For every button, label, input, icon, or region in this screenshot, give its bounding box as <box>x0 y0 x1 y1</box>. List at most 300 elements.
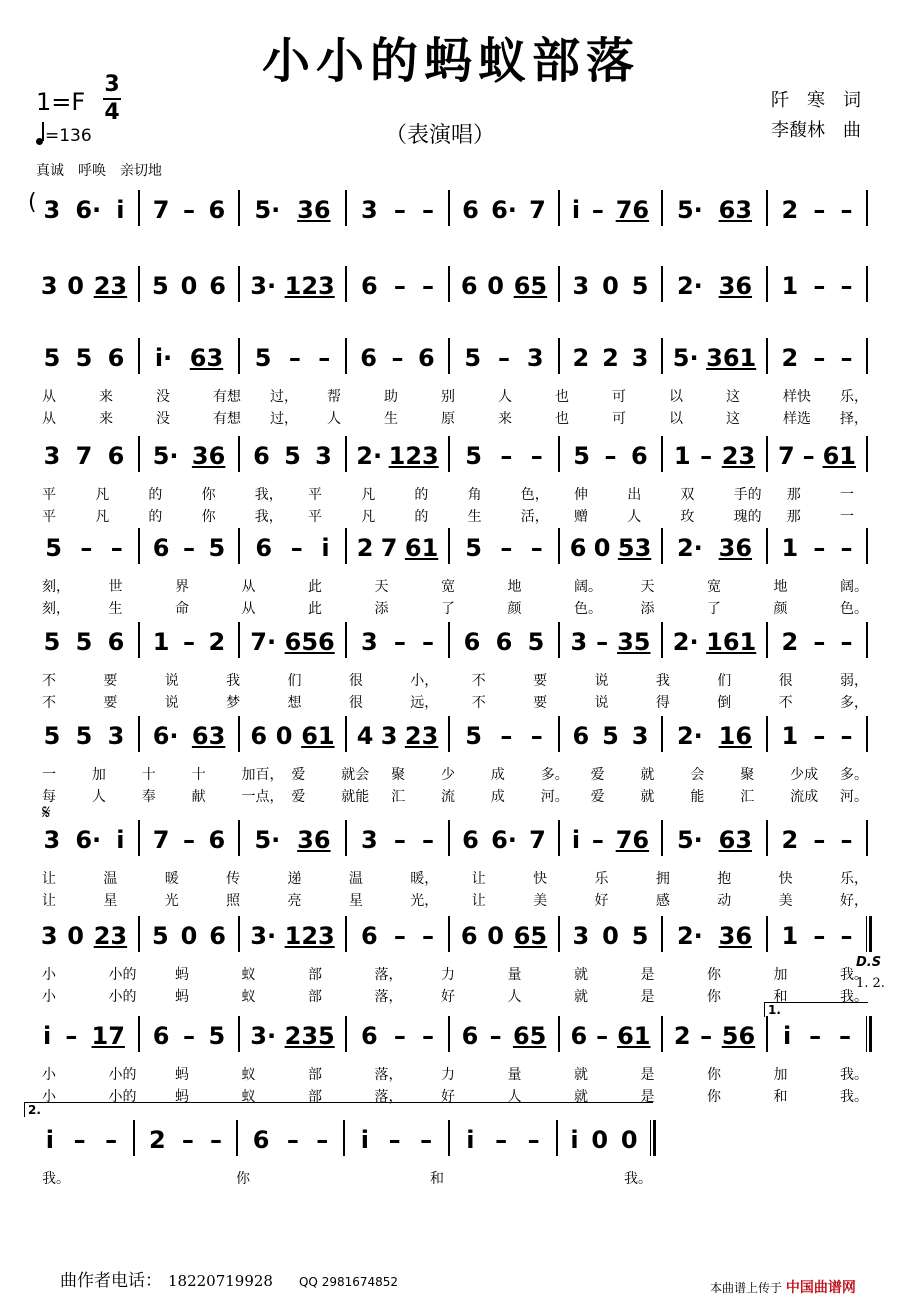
note-group: – <box>318 344 331 372</box>
measure <box>353 532 442 564</box>
lyric-word: 就 <box>640 767 655 783</box>
measure <box>566 720 655 752</box>
note-group: 5 <box>465 442 482 470</box>
lyric-word: 一 <box>840 509 854 525</box>
lyric-word: 我。 <box>840 967 868 983</box>
barline <box>866 1016 872 1052</box>
volta-2: 2. <box>24 1102 653 1117</box>
barline <box>866 190 868 226</box>
barline <box>766 528 768 564</box>
measure <box>456 1124 550 1156</box>
measure <box>669 270 760 302</box>
lyric-word: 让 <box>471 871 486 887</box>
lyric-word: 快 <box>533 871 548 887</box>
lyric-word: 要 <box>103 695 118 711</box>
note-group: – <box>110 534 123 562</box>
barline <box>766 190 768 226</box>
note-group: – <box>813 826 826 854</box>
note-group: – <box>105 1126 118 1154</box>
lyric-word: 界 <box>175 579 189 595</box>
measure <box>669 342 760 374</box>
lyric-word: 平 <box>42 487 56 503</box>
note-group: 2 <box>149 1126 166 1154</box>
lyric-word: 们 <box>287 673 302 689</box>
measure <box>353 194 442 226</box>
lyric-word: 很 <box>348 673 363 689</box>
note-group: – <box>840 196 853 224</box>
note-group: – <box>209 1126 222 1154</box>
lyric-word: 来 <box>498 411 512 427</box>
lyric-word: 那 <box>786 509 801 525</box>
barline <box>345 190 347 226</box>
measure <box>353 1020 442 1052</box>
lyric-word: 活， <box>520 509 549 525</box>
barline <box>448 622 450 658</box>
note-group: 6 <box>460 272 478 300</box>
lyric-word: 梦 <box>226 695 241 711</box>
note-group: 6· <box>75 196 102 224</box>
lyric-word: 阔。 <box>840 579 868 595</box>
note-group: – <box>839 1022 852 1050</box>
lyric-word: 伸 <box>574 487 588 503</box>
lyric-word: 加 <box>773 1067 788 1083</box>
note-group: 5 <box>631 922 649 950</box>
lyric-word: 此 <box>308 601 322 617</box>
note-group: – <box>813 722 826 750</box>
note-group: 0 <box>180 272 198 300</box>
measure <box>669 720 760 752</box>
lyric-word: 蚂 <box>175 967 189 983</box>
note-group: – <box>700 1022 713 1050</box>
measure <box>566 920 655 952</box>
measure <box>456 1020 552 1052</box>
note-group: 656 <box>284 628 335 656</box>
lyric-word: 了 <box>707 601 721 617</box>
note-group: 7 <box>75 442 93 470</box>
measure <box>141 1124 230 1156</box>
note-group: 5· <box>254 826 281 854</box>
measure <box>669 920 760 952</box>
note-group: – <box>500 534 513 562</box>
note-group: 5 <box>631 272 649 300</box>
barline <box>448 716 450 752</box>
lyric-word: 是 <box>640 1067 655 1083</box>
note-group: 2 <box>572 344 590 372</box>
measure <box>566 270 655 302</box>
lyric-word: 蚁 <box>241 1067 256 1083</box>
note-group: 5 <box>284 442 301 470</box>
note-group: – <box>288 344 301 372</box>
note-group: – <box>316 1126 329 1154</box>
note-group: – <box>813 922 826 950</box>
note-group: – <box>802 442 815 470</box>
note-group: 6 <box>361 922 378 950</box>
measure <box>774 626 860 658</box>
note-group: 23 <box>93 922 128 950</box>
note-group: – <box>500 442 513 470</box>
measure <box>353 920 442 952</box>
barline <box>238 338 240 374</box>
lyric-word: 美 <box>778 893 793 909</box>
lyric-word: 想 <box>287 695 302 711</box>
lyric-word: 让 <box>42 871 56 887</box>
note-group: 123 <box>284 272 335 300</box>
note-group: 5 <box>254 344 272 372</box>
note-group: 23 <box>404 722 439 750</box>
measure <box>353 342 442 374</box>
measure <box>353 626 442 658</box>
note-group: 56 <box>721 1022 756 1050</box>
lyric-word: 小 <box>42 989 56 1005</box>
lyric-word: 有想 <box>213 389 241 405</box>
lyric-word: 没 <box>156 389 170 405</box>
note-group: 2· <box>676 272 703 300</box>
note-group: 6· <box>491 196 517 224</box>
note-group: 6 <box>570 1022 588 1050</box>
note-group: – <box>393 628 406 656</box>
note-group: 5 <box>208 1022 226 1050</box>
note-group: i <box>570 1126 579 1154</box>
score-row <box>0 528 902 618</box>
note-group: – <box>500 722 513 750</box>
lyric-word: 乐 <box>594 871 609 887</box>
barline <box>138 820 140 856</box>
lyric-word: 蚁 <box>241 967 256 983</box>
lyric-word: 小， <box>410 673 439 689</box>
note-group: 6 <box>418 344 435 372</box>
note-group: 6 <box>252 1126 270 1154</box>
note-group: 23 <box>93 272 128 300</box>
note-group: – <box>813 628 826 656</box>
lyric-word: 小的 <box>108 989 137 1005</box>
lyric-word: 温 <box>348 871 363 887</box>
lyric-word: 好 <box>441 989 455 1005</box>
composer: 李馥林 曲 <box>771 120 861 141</box>
lyric-word: 奉 <box>141 789 156 805</box>
lyric-word: 助 <box>384 389 398 405</box>
note-group: – <box>813 344 826 372</box>
lyric-word: 很 <box>348 695 363 711</box>
lyric-word: 蚁 <box>241 989 256 1005</box>
note-group: – <box>421 826 434 854</box>
note-group: 6 <box>460 922 478 950</box>
lyric-word: 说 <box>164 695 179 711</box>
note-group: – <box>596 628 609 656</box>
note-group: 2 <box>781 344 799 372</box>
barline <box>556 1120 558 1156</box>
lyric-word: 帮 <box>327 389 341 405</box>
lyric-word: 此 <box>308 579 322 595</box>
lyric-word: 了 <box>441 601 455 617</box>
lyric-word: 瑰的 <box>733 509 762 525</box>
measure <box>146 194 232 226</box>
lyric-word: 不 <box>471 673 486 689</box>
note-group: 2 <box>673 1022 691 1050</box>
note-group: 6 <box>569 534 587 562</box>
lyric-word: 汇 <box>740 789 755 805</box>
note-group: – <box>497 344 510 372</box>
lyric-word: 加百， <box>241 767 284 783</box>
note-group: – <box>393 922 406 950</box>
lyric-word: 十 <box>191 767 206 783</box>
note-group: 1 <box>781 922 799 950</box>
barline <box>133 1120 135 1156</box>
note-group: 1 <box>673 442 691 470</box>
barline <box>138 916 140 952</box>
note-group: – <box>65 1022 78 1050</box>
lyric-word: 小 <box>42 967 56 983</box>
lyric-word: 远， <box>410 695 439 711</box>
measure <box>566 440 655 472</box>
note-group: 1 <box>152 628 170 656</box>
lyric-word: 你 <box>201 509 216 525</box>
lyric-word: 生 <box>467 509 482 525</box>
credit-prefix: 本曲谱上传于 <box>710 1281 783 1295</box>
lyric-word: 温 <box>103 871 118 887</box>
note-group: 3 <box>40 922 58 950</box>
note-group: 361 <box>706 344 757 372</box>
measure <box>36 532 132 564</box>
lyric-word: 从 <box>42 411 56 427</box>
note-group: 17 <box>91 1022 125 1050</box>
note-group: 76 <box>615 196 650 224</box>
score-row <box>0 716 902 806</box>
barline <box>661 338 663 374</box>
note-group: – <box>391 344 404 372</box>
note-group: 5· <box>676 196 703 224</box>
measure <box>246 342 339 374</box>
measure <box>456 920 552 952</box>
measure <box>456 194 552 226</box>
lyric-word: 地 <box>773 579 788 595</box>
lyric-word: 多。 <box>540 767 569 783</box>
note-group: 0 <box>620 1126 638 1154</box>
note-group: – <box>809 1022 822 1050</box>
measure <box>353 720 442 752</box>
lyric-word: 聚 <box>740 767 755 783</box>
lyric-word: 动 <box>717 893 732 909</box>
lyric-word: 小 <box>42 1089 56 1105</box>
barline <box>238 190 240 226</box>
note-group: 5 <box>151 272 169 300</box>
lyric-word: 从 <box>241 601 256 617</box>
note-group: 5· <box>672 344 699 372</box>
note-group: 5 <box>75 344 93 372</box>
lyric-word: 流 <box>441 789 455 805</box>
lyric-word: 就 <box>574 1067 588 1083</box>
note-group: 36 <box>297 826 331 854</box>
measure <box>146 532 232 564</box>
note-group: 0 <box>67 922 84 950</box>
barline <box>866 716 868 752</box>
measure <box>456 720 552 752</box>
note-group: i· <box>154 344 173 372</box>
note-group: 61 <box>301 722 335 750</box>
lyric-word: 多， <box>840 695 868 711</box>
ds-marking: D.S <box>856 955 882 970</box>
measure <box>246 720 339 752</box>
note-group: 7 <box>529 196 546 224</box>
lyric-word: 加 <box>773 967 788 983</box>
note-group: 53 <box>617 534 652 562</box>
note-group: – <box>183 1022 195 1050</box>
note-group: 5 <box>602 722 619 750</box>
note-group: i <box>45 1126 55 1154</box>
lyric-word: 星 <box>103 893 118 909</box>
measure <box>246 532 339 564</box>
lyric-word: 我。 <box>42 1171 70 1187</box>
measure <box>774 270 860 302</box>
measure <box>36 194 132 226</box>
note-group: 7 <box>380 534 398 562</box>
lyric-word: 生 <box>108 601 123 617</box>
note-group: 6 <box>461 1022 479 1050</box>
note-group: 3 <box>43 442 61 470</box>
note-group: – <box>840 826 853 854</box>
measure <box>36 824 132 856</box>
note-group: 6 <box>208 826 226 854</box>
note-group: – <box>596 1022 609 1050</box>
barline <box>448 820 450 856</box>
note-group: 6 <box>107 344 125 372</box>
barline <box>866 622 868 658</box>
subtitle: （表演唱） <box>384 123 495 148</box>
note-group: i <box>321 534 330 562</box>
note-group: 6 <box>463 628 481 656</box>
note-group: 5 <box>465 722 482 750</box>
note-group: 4 <box>356 722 374 750</box>
measure <box>353 270 442 302</box>
lyric-word: 我， <box>254 487 283 503</box>
lyric-word: 天 <box>374 579 389 595</box>
note-group: 0 <box>602 922 619 950</box>
barline <box>766 916 768 952</box>
measure <box>246 920 339 952</box>
note-group: 3· <box>250 922 277 950</box>
note-group: 7 <box>529 826 546 854</box>
score-row <box>0 436 902 526</box>
lyric-word: 得 <box>655 695 670 711</box>
note-group: – <box>813 534 826 562</box>
lyric-word: 好， <box>840 893 868 909</box>
footer-phone: 18220719928 <box>168 1272 273 1290</box>
lyric-word: 小的 <box>108 967 137 983</box>
lyric-word: 阔。 <box>574 579 602 595</box>
lyric-word: 人 <box>627 509 642 525</box>
lyric-word: 你 <box>707 1067 721 1083</box>
lyric-word: 小的 <box>108 1089 137 1105</box>
measure <box>36 626 132 658</box>
barline <box>345 1016 347 1052</box>
note-group: 0 <box>591 1126 609 1154</box>
measure <box>774 1020 860 1052</box>
lyric-word: 们 <box>717 673 732 689</box>
lyric-word: 让 <box>42 893 56 909</box>
barline <box>238 820 240 856</box>
lyric-word: 颜 <box>773 601 788 617</box>
barline <box>138 436 140 472</box>
barline <box>238 1016 240 1052</box>
lyric-word: 的 <box>414 487 429 503</box>
note-group: 6· <box>75 826 102 854</box>
note-group: 5 <box>151 922 169 950</box>
note-group: – <box>421 1022 434 1050</box>
footer-qq: QQ 2981674852 <box>298 1275 399 1289</box>
note-group: 6 <box>209 922 226 950</box>
score-row <box>0 1120 902 1210</box>
lyric-word: 汇 <box>391 789 406 805</box>
note-group: – <box>840 534 853 562</box>
note-group: 6 <box>152 534 170 562</box>
barline <box>866 436 868 472</box>
lyric-word: 十 <box>141 767 156 783</box>
note-group: 6 <box>253 442 270 470</box>
note-group: 0 <box>67 272 84 300</box>
lyric-word: 感 <box>655 893 670 909</box>
lyric-word: 暖 <box>164 871 179 887</box>
footer-label: 曲作者电话： <box>60 1271 162 1291</box>
lyric-word: 的 <box>148 487 163 503</box>
barline <box>448 338 450 374</box>
lyric-word: 来 <box>99 411 113 427</box>
note-group: 5· <box>152 442 179 470</box>
note-group: 3 <box>361 826 378 854</box>
measure <box>146 342 232 374</box>
lyric-word: 让 <box>471 893 486 909</box>
tempo-value: =136 <box>45 126 92 146</box>
barline <box>558 338 560 374</box>
site-credit <box>710 1277 856 1297</box>
measure <box>146 1020 232 1052</box>
lyric-word: 要 <box>533 673 548 689</box>
note-group: 7 <box>777 442 795 470</box>
note-group: 3· <box>250 272 277 300</box>
lyric-word: 凡 <box>361 509 376 525</box>
note-group: 6 <box>152 1022 170 1050</box>
barline <box>558 916 560 952</box>
note-group: 6 <box>495 628 513 656</box>
lyric-word: 落， <box>374 1067 403 1083</box>
barline <box>448 436 450 472</box>
lyric-word: 色。 <box>840 601 868 617</box>
note-group: – <box>73 1126 86 1154</box>
barline <box>238 716 240 752</box>
segno-icon: 𝄋 <box>42 800 51 824</box>
lyric-word: 部 <box>308 967 322 983</box>
lyric-word: 我 <box>226 673 241 689</box>
note-group: 3 <box>380 722 398 750</box>
note-group: 2 <box>208 628 226 656</box>
measure <box>36 920 132 952</box>
note-group: 2 <box>781 628 799 656</box>
note-group: 5· <box>676 826 703 854</box>
lyric-word: 从 <box>42 389 56 405</box>
barline <box>866 266 868 302</box>
lyric-word: 和 <box>430 1171 444 1187</box>
note-group: 3 <box>572 272 590 300</box>
note-group: 2· <box>356 442 383 470</box>
barline <box>661 528 663 564</box>
lyric-word: 可 <box>612 389 626 405</box>
lyric-word: 光 <box>164 893 179 909</box>
note-group: 3 <box>570 628 588 656</box>
note-group: 63 <box>191 722 226 750</box>
barline <box>661 190 663 226</box>
lyric-word: 蚁 <box>241 1089 256 1105</box>
lyric-word: 量 <box>507 967 522 983</box>
lyric-word: 样快 <box>783 389 811 405</box>
lyric-word: 刻， <box>42 601 70 617</box>
